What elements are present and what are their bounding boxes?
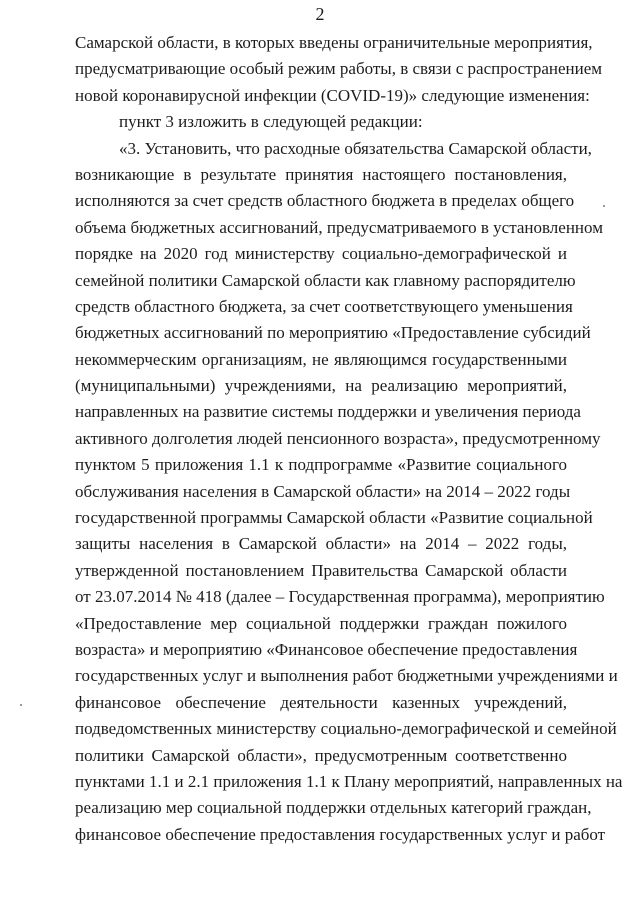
text-line: государственной программы Самарской области «Развитие социальной bbox=[75, 508, 593, 528]
text-line: предусматривающие особый режим работы, в связи с распространением bbox=[75, 59, 603, 79]
text-line: направленных на развитие системы поддержки и увеличения периода bbox=[75, 402, 581, 422]
text-line: финансовое обеспечение деятельности казенных учреждений, bbox=[75, 692, 567, 712]
text-line: бюджетных ассигнований по мероприятию «Предоставление субсидий bbox=[75, 323, 591, 343]
text-line: активного долголетия людей пенсионного возраста», предусмотренному bbox=[75, 428, 601, 448]
text-line: государственных услуг и выполнения работ бюджетными учреждениями и bbox=[75, 666, 618, 686]
text-line: возникающие в результате принятия настоящего постановления, bbox=[75, 164, 567, 184]
scan-artifact bbox=[20, 704, 22, 706]
text-line: средств областного бюджета, за счет соответствующего уменьшения bbox=[75, 296, 573, 316]
text-line: защиты населения в Самарской области» на 2014 – 2022 годы, bbox=[75, 534, 567, 554]
scan-artifact bbox=[603, 205, 605, 207]
text-line: пунктами 1.1 и 2.1 приложения 1.1 к Плану мероприятий, направленных на bbox=[75, 771, 623, 791]
text-line: некоммерческим организациям, не являющимся государственными bbox=[75, 349, 567, 369]
text-line: новой коронавирусной инфекции (COVID-19)» следующие изменения: bbox=[75, 85, 590, 105]
text-line: политики Самарской области», предусмотренным соответственно bbox=[75, 745, 567, 765]
text-line: от 23.07.2014 № 418 (далее – Государственная программа), мероприятию bbox=[75, 587, 605, 607]
text-line: порядке на 2020 год министерству социально-демографической и bbox=[75, 244, 567, 264]
text-line: пунктом 5 приложения 1.1 к подпрограмме «Развитие социального bbox=[75, 455, 567, 475]
text-line: объема бюджетных ассигнований, предусматриваемого в установленном bbox=[75, 217, 603, 237]
text-line: возраста» и мероприятию «Финансовое обеспечение предоставления bbox=[75, 639, 578, 659]
text-line: финансовое обеспечение предоставления государственных услуг и работ bbox=[75, 824, 606, 844]
paragraph-first-line: «3. Установить, что расходные обязательства Самарской области, bbox=[119, 138, 592, 158]
text-line: реализацию мер социальной поддержки отдельных категорий граждан, bbox=[75, 798, 592, 818]
text-line: «Предоставление мер социальной поддержки граждан пожилого bbox=[75, 613, 567, 633]
paragraph-first-line: пункт 3 изложить в следующей редакции: bbox=[119, 112, 423, 132]
text-line: (муниципальными) учреждениями, на реализацию мероприятий, bbox=[75, 376, 567, 396]
text-line: подведомственных министерству социально-демографической и семейной bbox=[75, 719, 617, 739]
text-line: обслуживания населения в Самарской области» на 2014 – 2022 годы bbox=[75, 481, 571, 501]
document-body bbox=[75, 30, 623, 848]
text-line: семейной политики Самарской области как главному распорядителю bbox=[75, 270, 576, 290]
text-line: Самарской области, в которых введены ограничительные мероприятия, bbox=[75, 33, 593, 52]
page-number: 2 bbox=[315, 4, 325, 24]
text-line: утвержденной постановлением Правительства Самарской области bbox=[75, 560, 567, 580]
text-line: исполняются за счет средств областного бюджета в пределах общего bbox=[75, 191, 575, 211]
